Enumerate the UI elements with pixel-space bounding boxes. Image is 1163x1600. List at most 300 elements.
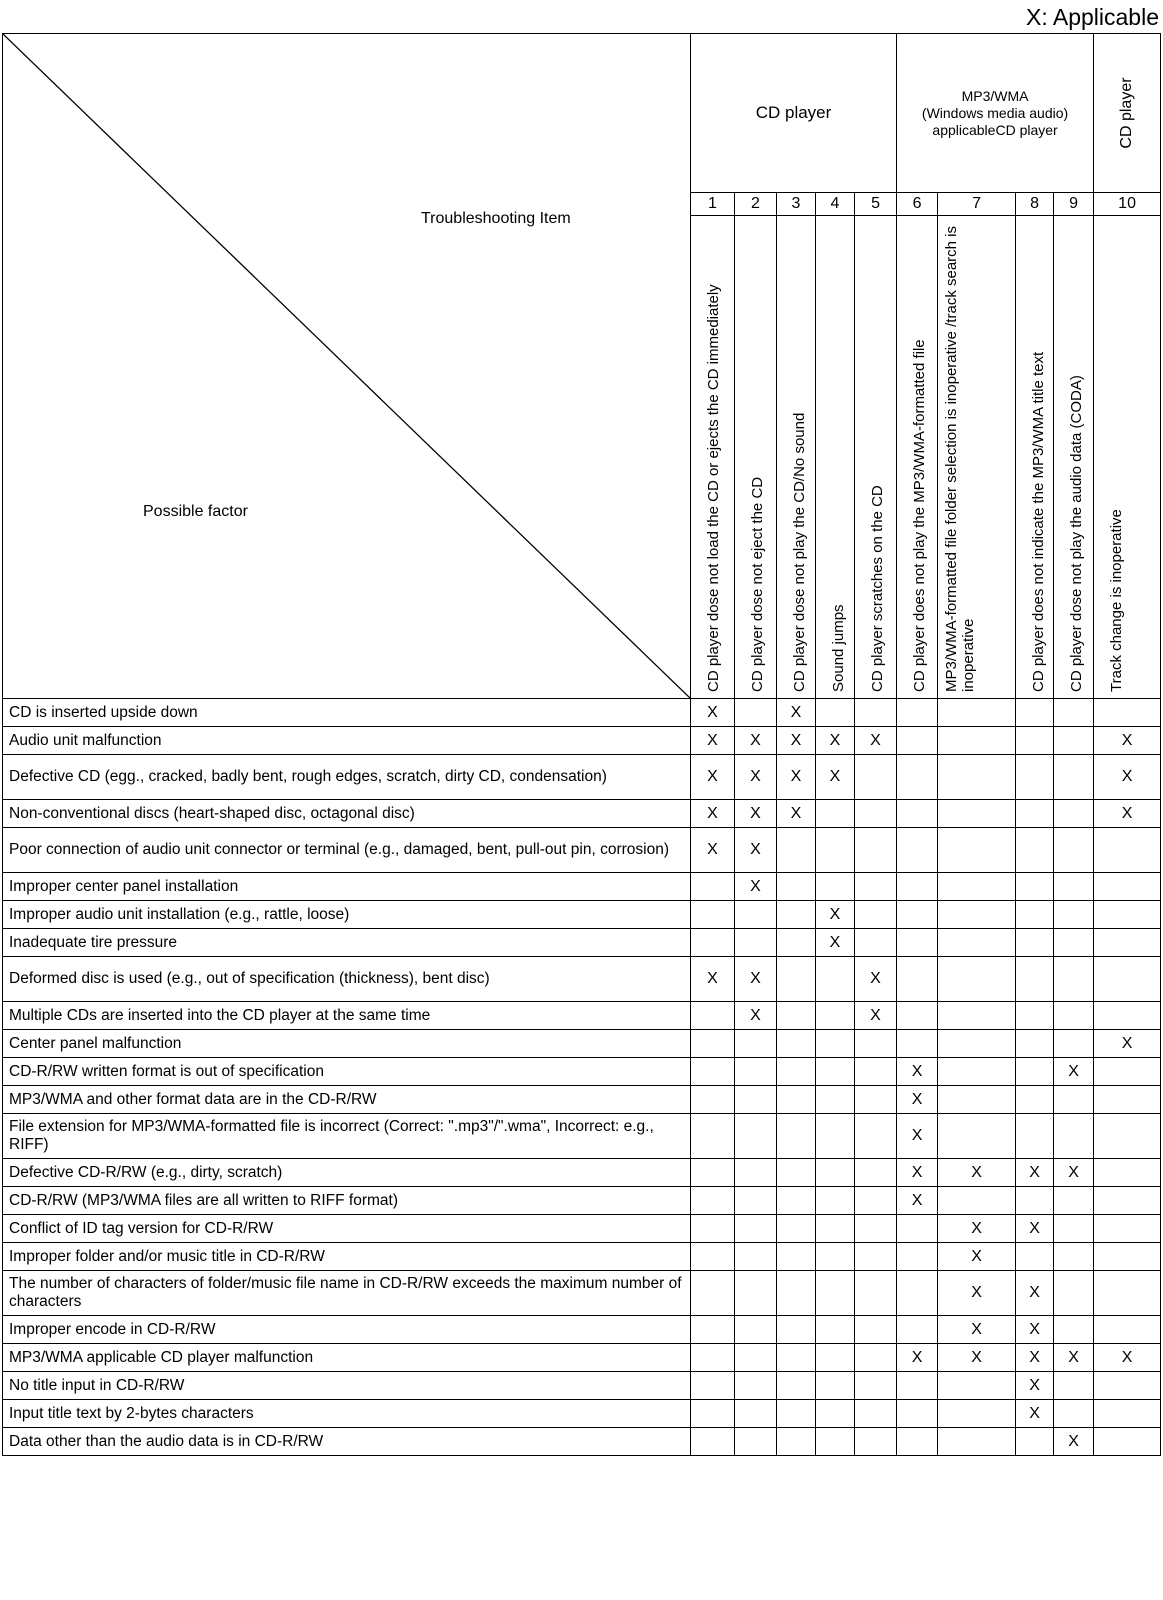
table-row xyxy=(3,1344,1161,1372)
mark-cell-item-8 xyxy=(1016,1114,1054,1159)
mark-cell-item-3 xyxy=(777,1243,816,1271)
mark-cell-item-6: X xyxy=(897,1159,938,1187)
table-row xyxy=(3,1428,1161,1456)
mark-cell-item-8 xyxy=(1016,873,1054,901)
possible-factor-cell: Poor connection of audio unit connector or terminal (e.g., damaged, bent, pull-out pin, corrosion) xyxy=(3,828,691,873)
possible-factor-cell: Center panel malfunction xyxy=(3,1030,691,1058)
mark-cell-item-2: X xyxy=(735,755,777,800)
mark-cell-item-1 xyxy=(691,1428,735,1456)
mark-cell-item-7 xyxy=(938,929,1016,957)
mark-cell-item-4 xyxy=(816,1316,855,1344)
mark-cell-item-5 xyxy=(855,1400,897,1428)
item-label-cell-9 xyxy=(1054,216,1094,699)
possible-factor-cell: Defective CD (egg., cracked, badly bent, rough edges, scratch, dirty CD, condensation) xyxy=(3,755,691,800)
mark-cell-item-6: X xyxy=(897,1114,938,1159)
mark-cell-item-1: X xyxy=(691,828,735,873)
mark-cell-item-10 xyxy=(1094,901,1161,929)
mark-cell-item-10: X xyxy=(1094,1030,1161,1058)
item-number-7: 7 xyxy=(938,193,1016,216)
mark-cell-item-1 xyxy=(691,929,735,957)
mark-cell-item-7: X xyxy=(938,1215,1016,1243)
mark-cell-item-1 xyxy=(691,1187,735,1215)
item-label-1: CD player dose not load the CD or ejects the CD immediately xyxy=(704,284,722,692)
mark-cell-item-2 xyxy=(735,1159,777,1187)
mark-cell-item-1: X xyxy=(691,957,735,1002)
mark-cell-item-2: X xyxy=(735,1002,777,1030)
mark-cell-item-10 xyxy=(1094,1400,1161,1428)
table-row xyxy=(3,755,1161,800)
item-label-6: CD player does not play the MP3/WMA-formatted file xyxy=(910,339,928,692)
mark-cell-item-1 xyxy=(691,1159,735,1187)
mark-cell-item-3 xyxy=(777,873,816,901)
item-label-7: MP3/WMA-formatted file folder selection is inoperative /track search is inoperative xyxy=(943,225,978,692)
mark-cell-item-2: X xyxy=(735,727,777,755)
mark-cell-item-8 xyxy=(1016,755,1054,800)
mark-cell-item-1 xyxy=(691,901,735,929)
mark-cell-item-8: X xyxy=(1016,1344,1054,1372)
item-label-9: CD player dose not play the audio data (CODA) xyxy=(1067,375,1085,692)
mark-cell-item-1: X xyxy=(691,727,735,755)
item-label-8: CD player does not indicate the MP3/WMA title text xyxy=(1029,351,1047,692)
mark-cell-item-8 xyxy=(1016,957,1054,1002)
mark-cell-item-2 xyxy=(735,1316,777,1344)
legend-applicable: X: Applicable xyxy=(1026,4,1159,30)
mark-cell-item-6 xyxy=(897,1400,938,1428)
item-number-2: 2 xyxy=(735,193,777,216)
item-label-2: CD player dose not eject the CD xyxy=(748,476,766,692)
mark-cell-item-5 xyxy=(855,1030,897,1058)
mark-cell-item-10 xyxy=(1094,1114,1161,1159)
mark-cell-item-1 xyxy=(691,1372,735,1400)
mark-cell-item-6 xyxy=(897,1215,938,1243)
possible-factor-cell: CD-R/RW written format is out of specification xyxy=(3,1058,691,1086)
mark-cell-item-7: X xyxy=(938,1316,1016,1344)
mark-cell-item-7 xyxy=(938,1428,1016,1456)
mark-cell-item-6 xyxy=(897,1271,938,1316)
mark-cell-item-1 xyxy=(691,873,735,901)
possible-factor-cell: Improper encode in CD-R/RW xyxy=(3,1316,691,1344)
mark-cell-item-9 xyxy=(1054,929,1094,957)
mark-cell-item-8 xyxy=(1016,1058,1054,1086)
mark-cell-item-5 xyxy=(855,699,897,727)
mark-cell-item-3 xyxy=(777,901,816,929)
mark-cell-item-8: X xyxy=(1016,1400,1054,1428)
mark-cell-item-7 xyxy=(938,755,1016,800)
mark-cell-item-7 xyxy=(938,1372,1016,1400)
table-row xyxy=(3,1114,1161,1159)
item-label-cell-7 xyxy=(938,216,1016,699)
mark-cell-item-5 xyxy=(855,901,897,929)
mark-cell-item-4 xyxy=(816,1002,855,1030)
mark-cell-item-3 xyxy=(777,1215,816,1243)
mark-cell-item-6 xyxy=(897,699,938,727)
mark-cell-item-7 xyxy=(938,1086,1016,1114)
troubleshooting-item-label: Troubleshooting Item xyxy=(421,210,571,227)
mark-cell-item-6 xyxy=(897,929,938,957)
mark-cell-item-6 xyxy=(897,800,938,828)
mark-cell-item-4 xyxy=(816,1030,855,1058)
mark-cell-item-2: X xyxy=(735,957,777,1002)
mark-cell-item-5 xyxy=(855,1114,897,1159)
item-number-8: 8 xyxy=(1016,193,1054,216)
mark-cell-item-8 xyxy=(1016,1187,1054,1215)
mark-cell-item-10 xyxy=(1094,699,1161,727)
mark-cell-item-5 xyxy=(855,1344,897,1372)
item-number-10: 10 xyxy=(1094,193,1161,216)
mark-cell-item-9 xyxy=(1054,727,1094,755)
table-row xyxy=(3,1400,1161,1428)
mark-cell-item-5 xyxy=(855,1187,897,1215)
possible-factor-cell: No title input in CD-R/RW xyxy=(3,1372,691,1400)
mark-cell-item-2 xyxy=(735,1058,777,1086)
table-row xyxy=(3,828,1161,873)
table-row xyxy=(3,1002,1161,1030)
mark-cell-item-9 xyxy=(1054,1086,1094,1114)
mark-cell-item-7 xyxy=(938,800,1016,828)
mark-cell-item-3 xyxy=(777,1002,816,1030)
mark-cell-item-4 xyxy=(816,1428,855,1456)
mark-cell-item-4 xyxy=(816,800,855,828)
mark-cell-item-8: X xyxy=(1016,1159,1054,1187)
mark-cell-item-7 xyxy=(938,1400,1016,1428)
mark-cell-item-4 xyxy=(816,1243,855,1271)
mark-cell-item-4 xyxy=(816,699,855,727)
mark-cell-item-3 xyxy=(777,929,816,957)
item-number-6: 6 xyxy=(897,193,938,216)
mark-cell-item-4: X xyxy=(816,901,855,929)
mark-cell-item-8 xyxy=(1016,1086,1054,1114)
mark-cell-item-2: X xyxy=(735,800,777,828)
mark-cell-item-8 xyxy=(1016,1030,1054,1058)
table-row xyxy=(3,699,1161,727)
item-label-3: CD player dose not play the CD/No sound xyxy=(790,412,808,692)
possible-factor-cell: Non-conventional discs (heart-shaped disc, octagonal disc) xyxy=(3,800,691,828)
mark-cell-item-7: X xyxy=(938,1159,1016,1187)
item-label-cell-8 xyxy=(1016,216,1054,699)
mark-cell-item-2 xyxy=(735,1400,777,1428)
possible-factor-label: Possible factor xyxy=(143,503,248,520)
possible-factor-cell: Audio unit malfunction xyxy=(3,727,691,755)
mark-cell-item-5 xyxy=(855,828,897,873)
mark-cell-item-10 xyxy=(1094,957,1161,1002)
mark-cell-item-6 xyxy=(897,957,938,1002)
mark-cell-item-5 xyxy=(855,929,897,957)
mark-cell-item-6 xyxy=(897,1372,938,1400)
mark-cell-item-1: X xyxy=(691,699,735,727)
mark-cell-item-8 xyxy=(1016,828,1054,873)
mark-cell-item-10 xyxy=(1094,1372,1161,1400)
mark-cell-item-10 xyxy=(1094,1058,1161,1086)
mark-cell-item-6 xyxy=(897,1243,938,1271)
table-row xyxy=(3,901,1161,929)
mark-cell-item-2 xyxy=(735,1086,777,1114)
mark-cell-item-1 xyxy=(691,1030,735,1058)
item-number-4: 4 xyxy=(816,193,855,216)
item-label-cell-10 xyxy=(1094,216,1161,699)
mark-cell-item-10 xyxy=(1094,1428,1161,1456)
table-row xyxy=(3,1243,1161,1271)
mark-cell-item-9 xyxy=(1054,1316,1094,1344)
mark-cell-item-7 xyxy=(938,1030,1016,1058)
mark-cell-item-4 xyxy=(816,1086,855,1114)
table-row xyxy=(3,800,1161,828)
mark-cell-item-4: X xyxy=(816,929,855,957)
mark-cell-item-3 xyxy=(777,1372,816,1400)
possible-factor-cell: CD is inserted upside down xyxy=(3,699,691,727)
mark-cell-item-7 xyxy=(938,1114,1016,1159)
item-label-cell-1 xyxy=(691,216,735,699)
mark-cell-item-1 xyxy=(691,1086,735,1114)
mark-cell-item-3 xyxy=(777,1344,816,1372)
possible-factor-cell: CD-R/RW (MP3/WMA files are all written to RIFF format) xyxy=(3,1187,691,1215)
mark-cell-item-10 xyxy=(1094,828,1161,873)
mark-cell-item-2: X xyxy=(735,873,777,901)
mark-cell-item-8: X xyxy=(1016,1316,1054,1344)
mark-cell-item-5 xyxy=(855,800,897,828)
table-row xyxy=(3,929,1161,957)
table-row xyxy=(3,1030,1161,1058)
mark-cell-item-6 xyxy=(897,1002,938,1030)
mark-cell-item-5 xyxy=(855,1428,897,1456)
mark-cell-item-3 xyxy=(777,828,816,873)
mark-cell-item-9 xyxy=(1054,1271,1094,1316)
mark-cell-item-5: X xyxy=(855,1002,897,1030)
mark-cell-item-7 xyxy=(938,901,1016,929)
possible-factor-cell: Multiple CDs are inserted into the CD player at the same time xyxy=(3,1002,691,1030)
mark-cell-item-4 xyxy=(816,1215,855,1243)
table-row xyxy=(3,1159,1161,1187)
mark-cell-item-10 xyxy=(1094,1187,1161,1215)
possible-factor-cell: Improper folder and/or music title in CD-R/RW xyxy=(3,1243,691,1271)
mark-cell-item-9 xyxy=(1054,800,1094,828)
mark-cell-item-7 xyxy=(938,1187,1016,1215)
mark-cell-item-5 xyxy=(855,1316,897,1344)
possible-factor-cell: MP3/WMA and other format data are in the CD-R/RW xyxy=(3,1086,691,1114)
mark-cell-item-3 xyxy=(777,1030,816,1058)
mark-cell-item-7 xyxy=(938,727,1016,755)
mark-cell-item-3 xyxy=(777,957,816,1002)
mark-cell-item-8 xyxy=(1016,1428,1054,1456)
mark-cell-item-6: X xyxy=(897,1086,938,1114)
table-row xyxy=(3,1086,1161,1114)
item-number-1: 1 xyxy=(691,193,735,216)
mark-cell-item-7 xyxy=(938,1002,1016,1030)
mark-cell-item-10 xyxy=(1094,1215,1161,1243)
mark-cell-item-3 xyxy=(777,1428,816,1456)
mark-cell-item-9 xyxy=(1054,1215,1094,1243)
table-row xyxy=(3,1187,1161,1215)
mark-cell-item-1 xyxy=(691,1400,735,1428)
mark-cell-item-9 xyxy=(1054,1243,1094,1271)
mark-cell-item-2 xyxy=(735,929,777,957)
possible-factor-cell: File extension for MP3/WMA-formatted file is incorrect (Correct: ".mp3"/".wma", Incorrect: e.g., RIFF) xyxy=(3,1114,691,1159)
possible-factor-cell: Improper audio unit installation (e.g., rattle, loose) xyxy=(3,901,691,929)
corner-header-cell xyxy=(3,34,691,699)
table-row xyxy=(3,1058,1161,1086)
mark-cell-item-9 xyxy=(1054,901,1094,929)
mark-cell-item-6 xyxy=(897,873,938,901)
mark-cell-item-1: X xyxy=(691,800,735,828)
mark-cell-item-2 xyxy=(735,1215,777,1243)
mark-cell-item-5 xyxy=(855,1215,897,1243)
possible-factor-cell: Conflict of ID tag version for CD-R/RW xyxy=(3,1215,691,1243)
mark-cell-item-6 xyxy=(897,1030,938,1058)
mark-cell-item-3 xyxy=(777,1159,816,1187)
item-label-5: CD player scratches on the CD xyxy=(868,485,886,692)
table-row xyxy=(3,727,1161,755)
mark-cell-item-1 xyxy=(691,1215,735,1243)
mark-cell-item-1: X xyxy=(691,755,735,800)
troubleshooting-matrix xyxy=(2,33,1161,1456)
mark-cell-item-2 xyxy=(735,1243,777,1271)
item-number-5: 5 xyxy=(855,193,897,216)
mark-cell-item-9: X xyxy=(1054,1428,1094,1456)
item-label-10: Track change is inoperative xyxy=(1107,509,1125,692)
mark-cell-item-5 xyxy=(855,1058,897,1086)
mark-cell-item-1 xyxy=(691,1058,735,1086)
mark-cell-item-4 xyxy=(816,1400,855,1428)
mark-cell-item-1 xyxy=(691,1316,735,1344)
group-header-row xyxy=(3,34,1161,193)
item-label-cell-5 xyxy=(855,216,897,699)
table-row xyxy=(3,1372,1161,1400)
mark-cell-item-6: X xyxy=(897,1187,938,1215)
mark-cell-item-8 xyxy=(1016,699,1054,727)
mark-cell-item-2: X xyxy=(735,828,777,873)
mark-cell-item-3: X xyxy=(777,755,816,800)
group-header-2 xyxy=(897,34,1094,193)
mark-cell-item-3 xyxy=(777,1271,816,1316)
mark-cell-item-10 xyxy=(1094,1159,1161,1187)
possible-factor-cell: Input title text by 2-bytes characters xyxy=(3,1400,691,1428)
mark-cell-item-2 xyxy=(735,1114,777,1159)
mark-cell-item-9: X xyxy=(1054,1159,1094,1187)
mark-cell-item-9 xyxy=(1054,1372,1094,1400)
mark-cell-item-1 xyxy=(691,1271,735,1316)
mark-cell-item-3 xyxy=(777,1400,816,1428)
mark-cell-item-2 xyxy=(735,1372,777,1400)
possible-factor-cell: Inadequate tire pressure xyxy=(3,929,691,957)
mark-cell-item-2 xyxy=(735,1187,777,1215)
item-label-cell-6 xyxy=(897,216,938,699)
mark-cell-item-3 xyxy=(777,1058,816,1086)
mark-cell-item-7 xyxy=(938,873,1016,901)
mark-cell-item-3: X xyxy=(777,727,816,755)
table-row xyxy=(3,957,1161,1002)
mark-cell-item-8 xyxy=(1016,1243,1054,1271)
mark-cell-item-1 xyxy=(691,1344,735,1372)
mark-cell-item-10 xyxy=(1094,1271,1161,1316)
mark-cell-item-5 xyxy=(855,1271,897,1316)
mark-cell-item-6: X xyxy=(897,1058,938,1086)
mark-cell-item-6: X xyxy=(897,1344,938,1372)
mark-cell-item-8 xyxy=(1016,929,1054,957)
mark-cell-item-4: X xyxy=(816,727,855,755)
mark-cell-item-2 xyxy=(735,901,777,929)
mark-cell-item-10: X xyxy=(1094,800,1161,828)
mark-cell-item-7 xyxy=(938,957,1016,1002)
mark-cell-item-2 xyxy=(735,1428,777,1456)
mark-cell-item-3 xyxy=(777,1316,816,1344)
mark-cell-item-10 xyxy=(1094,1086,1161,1114)
mark-cell-item-5: X xyxy=(855,957,897,1002)
table-row xyxy=(3,1215,1161,1243)
mark-cell-item-10 xyxy=(1094,873,1161,901)
mark-cell-item-5 xyxy=(855,1372,897,1400)
mark-cell-item-3: X xyxy=(777,800,816,828)
mark-cell-item-6 xyxy=(897,727,938,755)
group-header-3 xyxy=(1094,34,1161,193)
mark-cell-item-9 xyxy=(1054,1187,1094,1215)
group-header-label: CD player xyxy=(755,103,832,122)
mark-cell-item-2 xyxy=(735,1030,777,1058)
mark-cell-item-7: X xyxy=(938,1344,1016,1372)
mark-cell-item-6 xyxy=(897,755,938,800)
mark-cell-item-4 xyxy=(816,1187,855,1215)
mark-cell-item-3 xyxy=(777,1187,816,1215)
mark-cell-item-5 xyxy=(855,1159,897,1187)
mark-cell-item-5: X xyxy=(855,727,897,755)
mark-cell-item-3: X xyxy=(777,699,816,727)
mark-cell-item-9 xyxy=(1054,1030,1094,1058)
item-label-cell-4 xyxy=(816,216,855,699)
mark-cell-item-7 xyxy=(938,828,1016,873)
mark-cell-item-7: X xyxy=(938,1271,1016,1316)
mark-cell-item-9 xyxy=(1054,699,1094,727)
mark-cell-item-9 xyxy=(1054,1114,1094,1159)
mark-cell-item-4 xyxy=(816,828,855,873)
possible-factor-cell: MP3/WMA applicable CD player malfunction xyxy=(3,1344,691,1372)
item-number-9: 9 xyxy=(1054,193,1094,216)
mark-cell-item-10 xyxy=(1094,1243,1161,1271)
mark-cell-item-1 xyxy=(691,1114,735,1159)
possible-factor-cell: Data other than the audio data is in CD-R/RW xyxy=(3,1428,691,1456)
mark-cell-item-3 xyxy=(777,1114,816,1159)
mark-cell-item-10: X xyxy=(1094,1344,1161,1372)
mark-cell-item-6 xyxy=(897,828,938,873)
mark-cell-item-9 xyxy=(1054,1002,1094,1030)
mark-cell-item-8: X xyxy=(1016,1271,1054,1316)
item-label-cell-3 xyxy=(777,216,816,699)
mark-cell-item-8 xyxy=(1016,901,1054,929)
table-row xyxy=(3,1316,1161,1344)
mark-cell-item-8 xyxy=(1016,1002,1054,1030)
group-header-label: MP3/WMA (Windows media audio) applicableCD player xyxy=(921,87,1069,138)
mark-cell-item-5 xyxy=(855,755,897,800)
mark-cell-item-9 xyxy=(1054,828,1094,873)
diagonal-divider xyxy=(3,34,690,698)
mark-cell-item-4 xyxy=(816,1114,855,1159)
mark-cell-item-2 xyxy=(735,699,777,727)
mark-cell-item-7 xyxy=(938,1058,1016,1086)
mark-cell-item-9 xyxy=(1054,755,1094,800)
mark-cell-item-4 xyxy=(816,1372,855,1400)
mark-cell-item-2 xyxy=(735,1271,777,1316)
mark-cell-item-4 xyxy=(816,957,855,1002)
table-row xyxy=(3,1271,1161,1316)
mark-cell-item-6 xyxy=(897,1316,938,1344)
mark-cell-item-4 xyxy=(816,1159,855,1187)
mark-cell-item-10: X xyxy=(1094,727,1161,755)
mark-cell-item-9 xyxy=(1054,957,1094,1002)
mark-cell-item-9 xyxy=(1054,1400,1094,1428)
mark-cell-item-1 xyxy=(691,1243,735,1271)
mark-cell-item-5 xyxy=(855,1086,897,1114)
table-row xyxy=(3,873,1161,901)
possible-factor-cell: Deformed disc is used (e.g., out of specification (thickness), bent disc) xyxy=(3,957,691,1002)
mark-cell-item-8: X xyxy=(1016,1215,1054,1243)
group-header-label: CD player xyxy=(1118,77,1136,149)
